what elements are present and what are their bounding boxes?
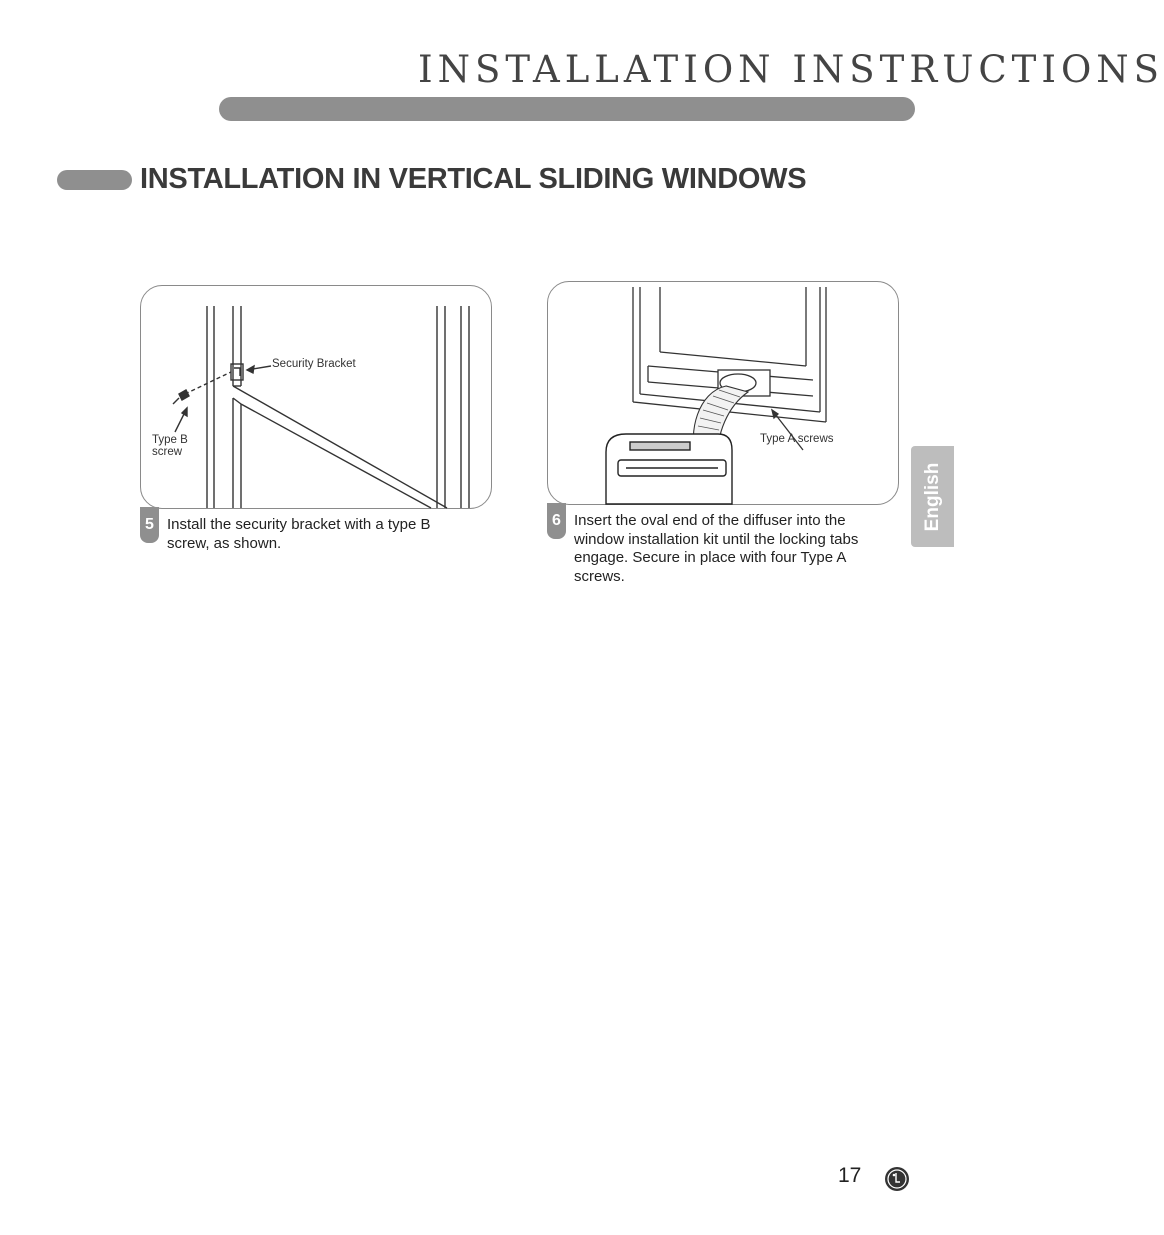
language-tab-label: English bbox=[921, 462, 943, 531]
language-tab-english bbox=[911, 446, 954, 547]
callout-type-b-screw-line2: screw bbox=[152, 446, 183, 458]
callout-type-a-screws: Type A screws bbox=[760, 433, 834, 445]
header-title: INSTALLATION INSTRUCTIONS bbox=[418, 48, 1164, 91]
diffuser-diagram bbox=[548, 282, 898, 504]
step-6-illustration bbox=[547, 281, 899, 505]
callout-type-b-screw-line1: Type B bbox=[152, 434, 188, 446]
page-number: 17 bbox=[838, 1164, 862, 1187]
lg-logo-icon bbox=[884, 1166, 910, 1192]
security-bracket-diagram bbox=[141, 286, 491, 508]
step-6-badge: 6 bbox=[547, 503, 566, 539]
section-title: INSTALLATION IN VERTICAL SLIDING WINDOWS bbox=[140, 163, 807, 195]
header-bar bbox=[219, 97, 915, 121]
section-marker bbox=[57, 170, 132, 190]
step-6-text: Insert the oval end of the diffuser into the window installation kit until the locking tabs engage. Secure in place with four Type A screws. bbox=[574, 512, 859, 585]
step-5-illustration bbox=[140, 285, 492, 509]
callout-security-bracket: Security Bracket bbox=[272, 358, 356, 370]
step-5-text: Install the security bracket with a type B screw, as shown. bbox=[167, 516, 431, 552]
step-5-badge: 5 bbox=[140, 507, 159, 543]
